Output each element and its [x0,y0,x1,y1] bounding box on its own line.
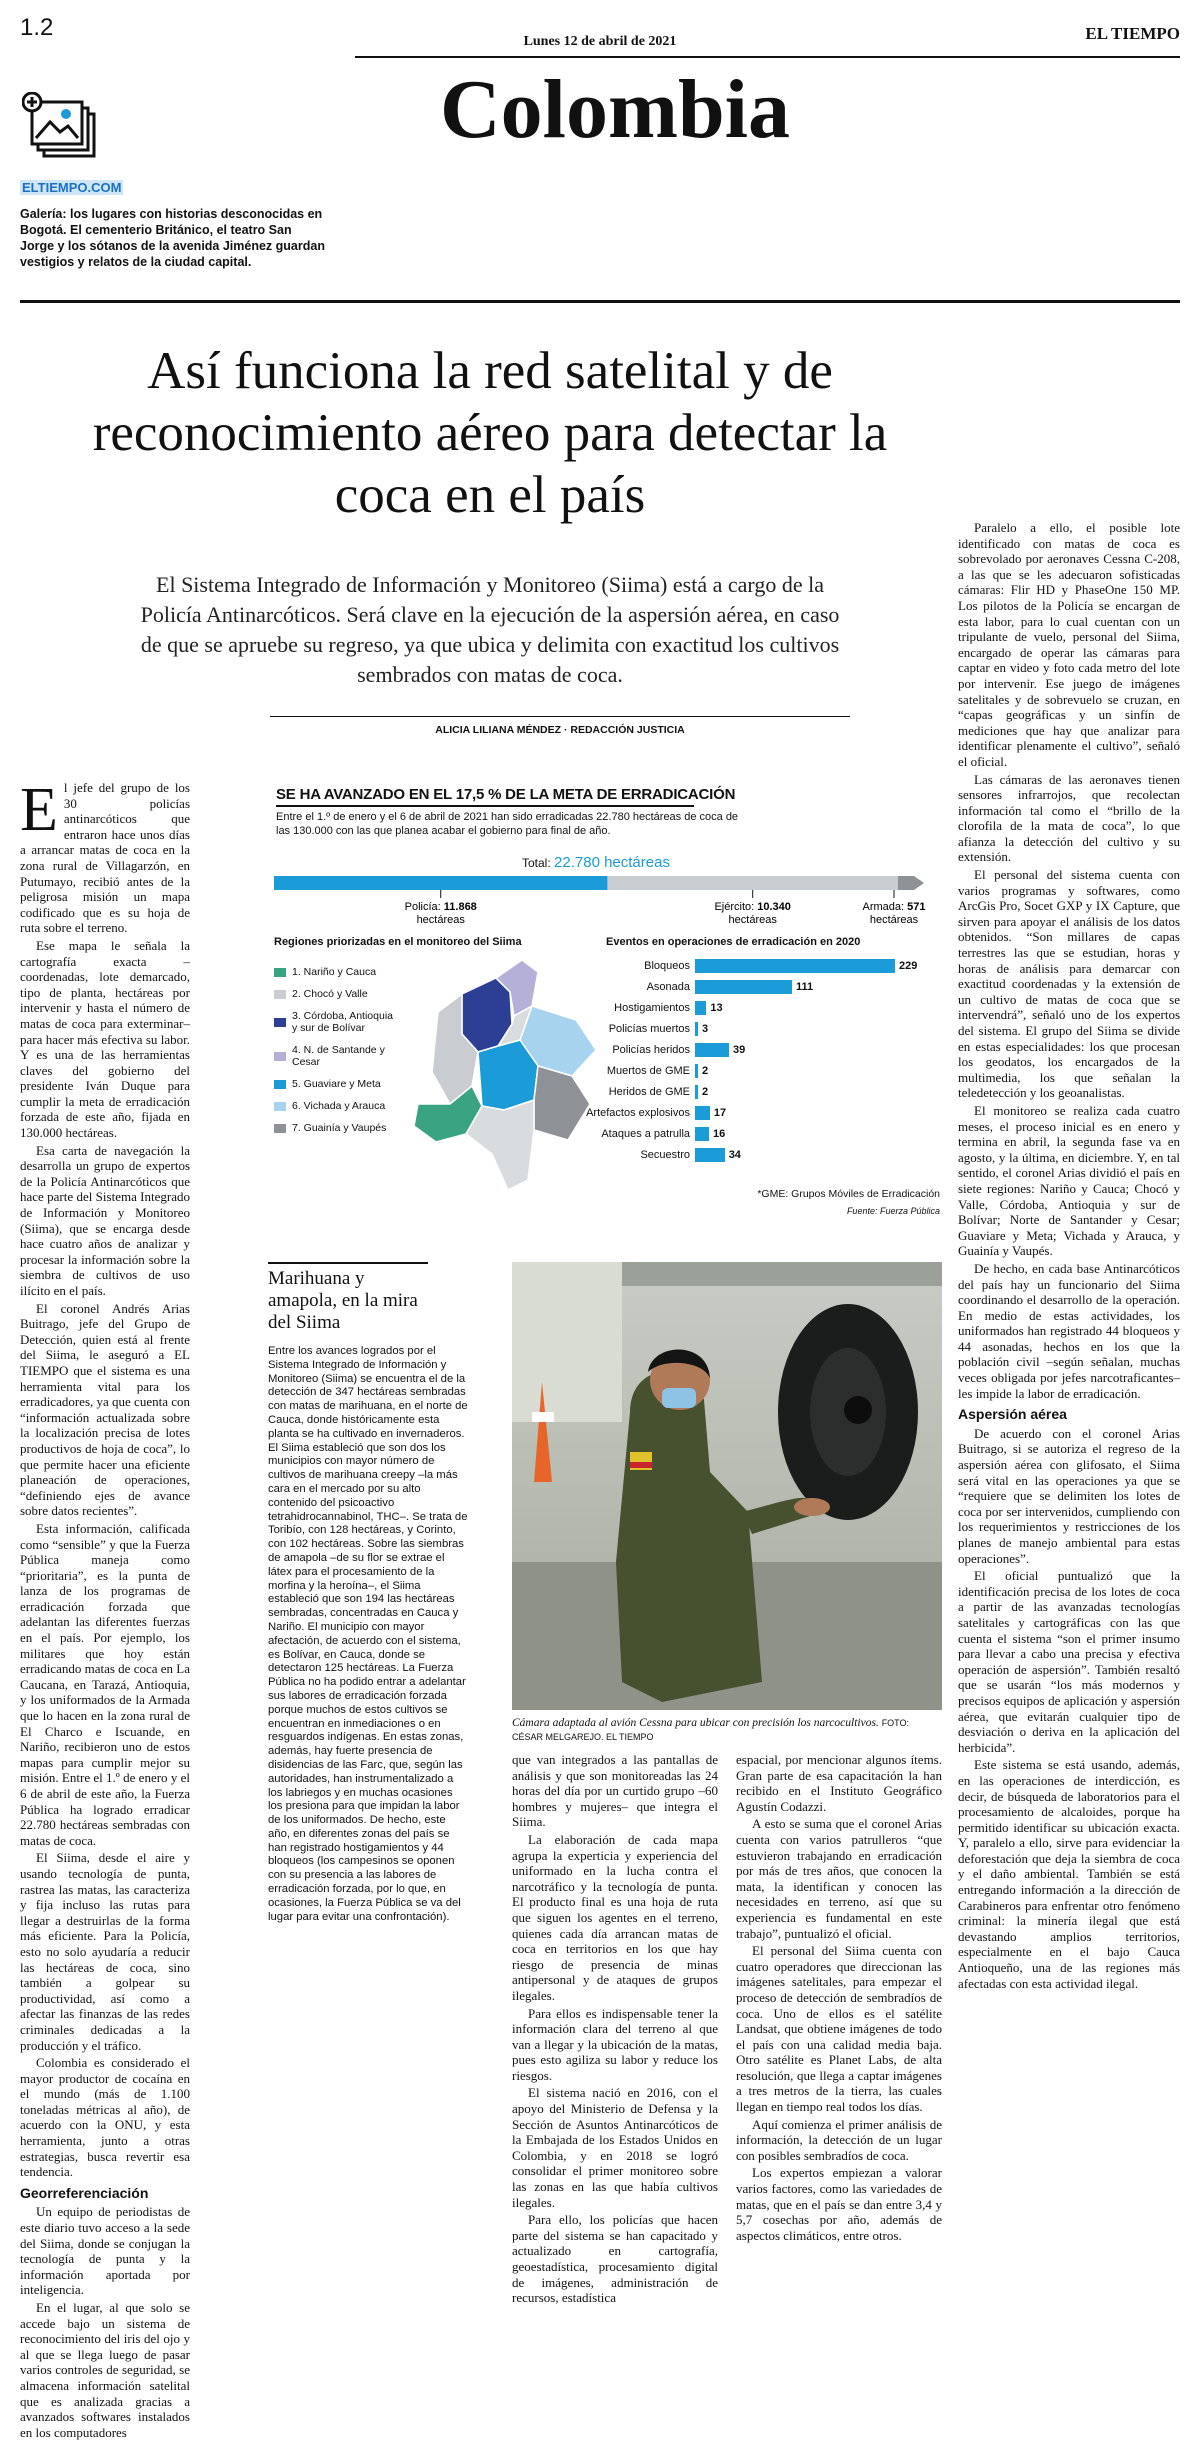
sidebar-top-rule [268,1262,428,1264]
events-category-label: Policías muertos [608,1022,690,1035]
events-row [530,956,940,975]
events-row [530,1040,940,1059]
events-bar [695,959,895,973]
infographic-title-rule [276,805,694,807]
progress-bar-label: Ejército: 10.340 [714,901,791,913]
issue-date: Lunes 12 de abril de 2021 [523,34,677,49]
events-row [530,977,940,996]
article-photo [512,1262,942,1710]
events-category-label: Hostigamientos [614,1001,690,1014]
progress-bar-segment [898,876,914,890]
total-value: 22.780 hectáreas [554,854,670,871]
events-row [530,1061,940,1080]
subhead-aspersion-aerea: Aspersión aérea [958,1406,1067,1423]
map-legend-item [274,1122,399,1134]
events-category-label: Asonada [646,980,690,993]
events-value-label: 13 [710,1001,723,1014]
events-bar [695,1064,698,1078]
progress-bar-unit: hectáreas [728,914,777,926]
map-legend [274,966,399,1144]
legend-swatch [274,1080,286,1089]
events-bar [695,1043,729,1057]
article-column-3: que van integrados a las pantallas de análisis y que son monitoreadas las 24 horas del día por un curtido grupo –60 hombres y mujeres– que integra el Siima. La elaboración de cada mapa agrupa la experticia y experiencia del uniformado en la lucha contra el narcotráfico y la tecnología de punta. El producto final es una hoja de ruta que siguen los agentes en el terreno, quienes cada día arrancan matas de coca en territorios en los que hay riesgo de presencia de minas antipersonal y de ataques de grupos ilegales. Para ellos es indispensable tener la información clara del terreno al que van a llegar y la ubicación de la matas, pues esto agiliza su labor y reduce los riesgos. El sistema nació en 2016, con el apoyo del Ministerio de Defensa y la Sección de Asuntos Antinarcóticos de la Embajada de los Estados Unidos en Colombia, y en 2018 se logró consolidar el primer monitoreo sobre las zonas en las que había cultivos ilegales. Para ello, los policías que hacen parte del sistema se han capacitado y actualizado en cartografía, geoestadística, procesamiento digital de imágenes, administración de recursos, estadística [512,1752,718,2306]
section-title: Colombia [439,63,791,156]
gallery-icon [22,92,102,172]
events-value-label: 34 [728,1148,741,1161]
events-category-label: Heridos de GME [608,1085,690,1098]
legend-swatch [274,968,286,977]
infographic-source: Fuente: Fuerza Pública [846,1206,940,1216]
section-rule [20,300,1180,303]
events-title: Eventos en operaciones de erradicación en 2020 [606,936,861,948]
article-column-1: El jefe del grupo de los 30 policías antinarcóticos que entraron hace unos días a arrancar matas de coca en la zona rural de Villagarzón, en Putumayo, recibió antes de la peligrosa misión un mapa codificado que es su hoja de ruta sobre el terreno. Ese mapa le señala la cartografía exacta –coordenadas, lote demarcado, tipo de planta, hectáreas por intervenir y hasta el número de matas de coca para exterminar– para hacer más efectiva su labor. Y es una de las herramientas claves del gobierno del presidente Iván Duque para cumplir la meta de erradicación forzada de este año, fijada en 130.000 hectáreas. Esa carta de navegación la desarrolla un grupo de expertos de la Policía Antinarcóticos que hace parte del Sistema Integrado de Información y Monitoreo (Siima), que se encarga desde hace cuatro años de analizar y procesar la información sobre la siembra de cultivos de uso ilícito en el país. El coronel Andrés Arias Buitrago, jefe del Grupo de Detección, quien está al frente del Siima, le aseguró a EL TIEMPO que el sistema es una herramienta vital para los erradicadores, ya que cuenta con “información actualizada sobre la localización precisa de lotes productivos de hoja de coca”, lo que permite hacer una eficiente planeación de operaciones, “definiendo ejes de avance sobre datos recientes”. Esta información, calificada como “sensible” y que la Fuerza Pública maneja como “prioritaria”, es la punta de lanza de los programas de erradicación forzada que adelantan las diferentes fuerzas en el país. Por ejemplo, los militares que hoy están erradicando matas de coca en La Caucana, en Tarazá, Antioquia, y los uniformados de la Armada que lo hacen en la zona rural de El Charco e Iscuande, en Nariño, recibieron uno de estos mapas para cumplir mejor su misión. Entre el 1.º de enero y el 6 de abril de este año, la Fuerza Pública ha logrado erradicar 22.780 hectáreas sembradas con matas de coca. El Siima, desde el aire y usando tecnología de punta, rastrea las matas, las caracteriza y fija incluso las rutas para llegar a destruirlas de la forma más eficiente. Para la Policía, esto no solo ayudaría a reducir las hectáreas de coca, sino también a golpear su productividad, así como a afectar las finanzas de las redes criminales dedicadas a la producción y el tráfico. Colombia es considerado el mayor productor de cocaína en el mundo (más de 1.100 toneladas métricas al año), de acuerdo con la ONU, y esta herramienta, junto a otras estrategias, busca revertir esa tendencia. Georreferenciación Un equipo de periodistas de este diario tuvo acceso a la sede del Siima, donde se conjugan la tecnología de punta y la información aportada por inteligencia. En el lugar, al que solo se accede bajo un sistema de reconocimiento del iris del ojo y al que se llega luego de pasar varios controles de seguridad, se almacena información satelital que es analizada gracias a avanzados softwares instalados en los computadores [20,776,190,2440]
article-column-5: Paralelo a ello, el posible lote identificado con matas de coca es sobrevolado por aeronaves Cessna C-208, a las que se les adecuaron sofisticadas cámaras: Flir HD y PhaseOne 150 MP. Los pilotos de la Policía se encargan de esta labor, para lo cual cuentan con un tripulante de vuelo, personal del Siima, encargado de operar las cámaras para captar en video y foto cada metro del lote por intervenir. Ese juego de imágenes satelitales y de sobrevuelo se cruzan, en “capas geográficas y un sinfín de mediciones que hay que analizar para identificar plenamente el cultivo”, señaló el oficial. Las cámaras de las aeronaves tienen sensores infrarrojos, que recolectan información tal como el “brillo de la clorofila de la mata de coca”, lo que afianza la detección del cultivo y su extensión. El personal del sistema cuenta con varios programas y softwares, como ArcGis Pro, Socet GXP y IX Capture, que sirven para apoyar el análisis de los datos obtenidos. “Son millares de capas terrestres las que se estudian, horas y horas de análisis para demarcar con exactitud coordenadas y la extensión de un cultivo de matas de coca que se intervendrá”, señaló uno de los expertos del sistema. El grupo del Siima se divide en estas especialidades: los que procesan los geodatos, los encargados de la multimedia, los que señalan la teledetección y los geoanalistas. El monitoreo se realiza cada cuatro meses, el proceso inicial es en enero y termina en abril, la segunda fase va en agosto, y la última, en diciembre. Y, en tal sentido, el coronel Arias dividió el país en siete regiones: Nariño y Cauca; Chocó y Valle, Córdoba, Antioquia y sur de Bolívar; Norte de Santander y Cesar; Guaviare y Meta; Vichada y Arauca, y Guainía y Vaupés. De hecho, en cada base Antinarcóticos del país hay un funcionario del Siima coordinando el desarrollo de la operación. En medio de estas actividades, los uniformados han registrado 44 bloqueos y 44 asonadas, hechos en los que la población civil –según señalan, muchas veces obligada por jefes narcotraficantes– les impide la labor de erradicación. Aspersión aérea De acuerdo con el coronel Arias Buitrago, si se autoriza el regreso de la aspersión aérea con glifosato, el Siima será vital en las operaciones ya que se “requiere que se delimiten los lotes de coca por ser intervenidos, cumpliendo con los requerimientos y restricciones de los planes de manejo ambiental para estas operaciones”. El oficial puntualizó que la identificación precisa de los lotes de coca a partir de las avanzadas tecnologías satelitales y cartográficas con las que cuenta el sistema “son el primer insumo para llevar a cabo una precisa y efectiva operación de aspersión”. También resaltó que se usarán “los más modernos y precisos equipos de aplicación y aspersión aérea, que evitarán cualquier tipo de desviación o deriva en la aplicación del herbicida”. Este sistema se está usando, además, en las operaciones de interdicción, es decir, de búsqueda de laboratorios para el procesamiento de alcaloides, porque ha permitido identificar su ubicación exacta. Y, paralelo a ello, sirve para evidenciar la deforestación que deja la siembra de coca y el daño ambiental. También se está entregando información a la dirección de Carabineros para enfrentar otro fenómeno criminal: la minería ilegal que está devastando amplios territorios, especialmente en el bajo Cauca Antioqueño, una de las regiones más afectadas con esta actividad ilegal. [958,520,1180,1991]
sidebar-text: Entre los avances logrados por el Sistema Integrado de Información y Monitoreo (Siima) se encuentra el de la detección de 347 hectáreas sembradas con matas de marihuana, en el norte de Cauca, donde históricamente esta planta se ha cultivado en invernaderos. El Siima estableció que son dos los municipios con mayor número de cultivos de marihuana creepy –la más cara en el mercado por su alto contenido del psicoactivo tetrahidrocannabinol, THC–. Se trata de Toribío, con 128 hectáreas, y Corinto, con 102 hectáreas. Sobre las siembras de amapola –de su flor se extrae el látex para el procesamiento de la morfina y la heroína–, el Siima estableció que son 194 las hectáreas sembradas, concentradas en Cauca y Nariño. El municipio con mayor afectación, de acuerdo con el sistema, es Bolívar, en Cauca, donde se detectaron 125 hectáreas. La Fuerza Pública no ha podido entrar a adelantar sus labores de erradicación forzada porque muchos de estos cultivos se encuentran en inmediaciones o en resguardos indígenas. En estas zonas, además, hay fuerte presencia de disidencias de las Farc, que, según las autoridades, han instrumentalizado a los labriegos y en muchas ocasiones los presiona para que impidan la labor de los uniformados. De hecho, este año, en diferentes zonas del país se han registrado hostigamientos y 44 bloqueos (los campesinos se oponen con su presencia a las labores de erradicación forzada, por lo que, en ocasiones, la Fuerza Pública se va del lugar para evitar una confrontación). [268,1345,468,1923]
promo-text: Galería: los lugares con historias desconocidas en Bogotá. El cementerio Británico, el teatro San Jorge y los sótanos de la avenida Jiménez guardan vestigios y relatos de la ciudad capital. [20,207,325,269]
promo-site-link[interactable]: ELTIEMPO.COM [22,180,122,195]
legend-label: 7. Guainía y Vaupés [292,1122,387,1134]
events-value-label: 111 [795,980,814,993]
events-value-label: 2 [702,1085,709,1098]
progress-bar-unit: hectáreas [869,914,919,926]
infographic-intro: Entre el 1.º de enero y el 6 de abril de 2021 han sido erradicadas 22.780 hectáreas de coca de las 130.000 con las que planea acabar el gobierno para final de año. [276,811,739,837]
article-headline: Así funciona la red satelital y de reconocimiento aéreo para detectar la coca en el país [92,342,888,524]
events-row [530,1082,940,1101]
legend-swatch [274,1124,286,1133]
map-title: Regiones priorizadas en el monitoreo del Siima [274,936,522,948]
map-legend-item [274,1044,399,1068]
progress-bar-segment [274,876,607,890]
events-value-label: 229 [899,959,918,972]
newspaper-name: EL TIEMPO [1085,24,1180,43]
page-number: 1.2 [20,14,54,41]
progress-bar-label: Policía: 11.868 [404,901,477,913]
header-rule [355,56,1180,58]
erradication-progress-bar [262,870,942,934]
events-category-label: Ataques a patrulla [601,1127,690,1140]
events-row [530,998,940,1017]
progress-bar-unit: hectáreas [416,914,465,926]
progress-bar-arrow [914,876,924,890]
legend-label: 5. Guaviare y Meta [292,1078,381,1090]
events-bar [695,1022,698,1036]
events-bar [695,1148,725,1162]
drop-cap: E [20,776,58,844]
legend-label: 3. Córdoba, Antioquia y sur de Bolívar [292,1010,393,1034]
events-category-label: Bloqueos [644,959,690,972]
photo-caption: Cámara adaptada al avión Cessna para ubicar con precisión los narcocultivos. FOTO: CÉSAR MELGAREJO. EL TIEMPO [512,1717,910,1742]
events-category-label: Artefactos explosivos [586,1106,690,1119]
map-legend-item [274,1100,399,1112]
legend-label: 1. Nariño y Cauca [292,966,377,978]
events-category-label: Muertos de GME [606,1064,690,1077]
byline: ALICIA LILIANA MÉNDEZ · REDACCIÓN JUSTICIA [435,724,685,736]
events-chart [530,956,940,1166]
legend-swatch [274,1052,286,1061]
legend-swatch [274,1018,286,1027]
map-legend-item [274,1078,399,1090]
progress-bar-segment [607,876,898,890]
article-lead: El Sistema Integrado de Información y Monitoreo (Siima) está a cargo de la Policía Antinarcóticos. Será clave en la ejecución de la aspersión aérea, en caso de que se apruebe su regreso, ya que ubica y delimita con exactitud los cultivos sembrados con matas de coca. [140,572,840,687]
events-bar [695,1085,698,1099]
events-row [530,1124,940,1143]
total-label: Total: 22.780 hectáreas [522,854,670,871]
sidebar-title: Marihuana y amapola, en la mira del Siima [268,1268,418,1333]
map-legend-item [274,988,399,1000]
events-value-label: 17 [713,1106,727,1119]
legend-swatch [274,1102,286,1111]
events-value-label: 2 [702,1064,709,1077]
events-category-label: Policías heridos [612,1043,690,1056]
gme-footnote: *GME: Grupos Móviles de Erradicación [757,1188,940,1200]
map-legend-item [274,966,399,978]
infographic-title: SE HA AVANZADO EN EL 17,5 % DE LA META DE ERRADICACIÓN [276,786,736,803]
byline-rule [270,716,850,717]
events-value-label: 3 [702,1022,709,1035]
events-bar [695,1106,710,1120]
events-bar [695,1001,706,1015]
map-legend-item [274,1010,399,1034]
events-category-label: Secuestro [640,1148,690,1161]
legend-swatch [274,990,286,999]
photo-credit: FOTO: CÉSAR MELGAREJO. EL TIEMPO [512,1718,910,1742]
events-value-label: 39 [733,1043,746,1056]
events-bar [695,980,792,994]
events-bar [695,1127,709,1141]
subhead-georreferenciacion: Georreferenciación [20,2184,149,2201]
legend-label: 6. Vichada y Arauca [292,1100,386,1112]
legend-label: 4. N. de Santande y Cesar [292,1044,385,1068]
events-row [530,1145,940,1164]
article-column-4: espacial, por mencionar algunos ítems. Gran parte de esa capacitación la han recibido en el Instituto Geográfico Agustín Codazzi. A esto se suma que el coronel Arias cuenta con varios patrulleros “que estuvieron trabajando en erradicación por más de tres años, que conocen la mata, la identifican y conocen las necesidades en terreno, así que su experiencia es fundamental en este trabajo”, puntualizó el oficial. El personal del Siima cuenta con cuatro operadores que direccionan las imágenes satelitales, para empezar el proceso de detección de sembradíos de coca. Uno de ellos es el satélite Landsat, que obtiene imágenes de todo el país con una calidad media baja. Otro satélite es Planet Labs, de alta resolución, que llega a captar imágenes a tres metros de la tierra, las cuales llegan en tiempo real todos los días. Aquí comienza el primer análisis de información, la detección de un lugar con posibles sembradíos de coca. Los expertos empiezan a valorar varios factores, como las variedades de matas, que en el país se dan entre 3,4 y 5,7 cosechas por año, además de aspectos climáticos, entre otros. [736,1752,942,2243]
events-row [530,1103,940,1122]
progress-bar-label: Armada: 571 [862,901,926,913]
events-value-label: 16 [712,1127,726,1140]
events-row [530,1019,940,1038]
legend-label: 2. Chocó y Valle [292,988,368,1000]
infographic [262,786,942,1226]
